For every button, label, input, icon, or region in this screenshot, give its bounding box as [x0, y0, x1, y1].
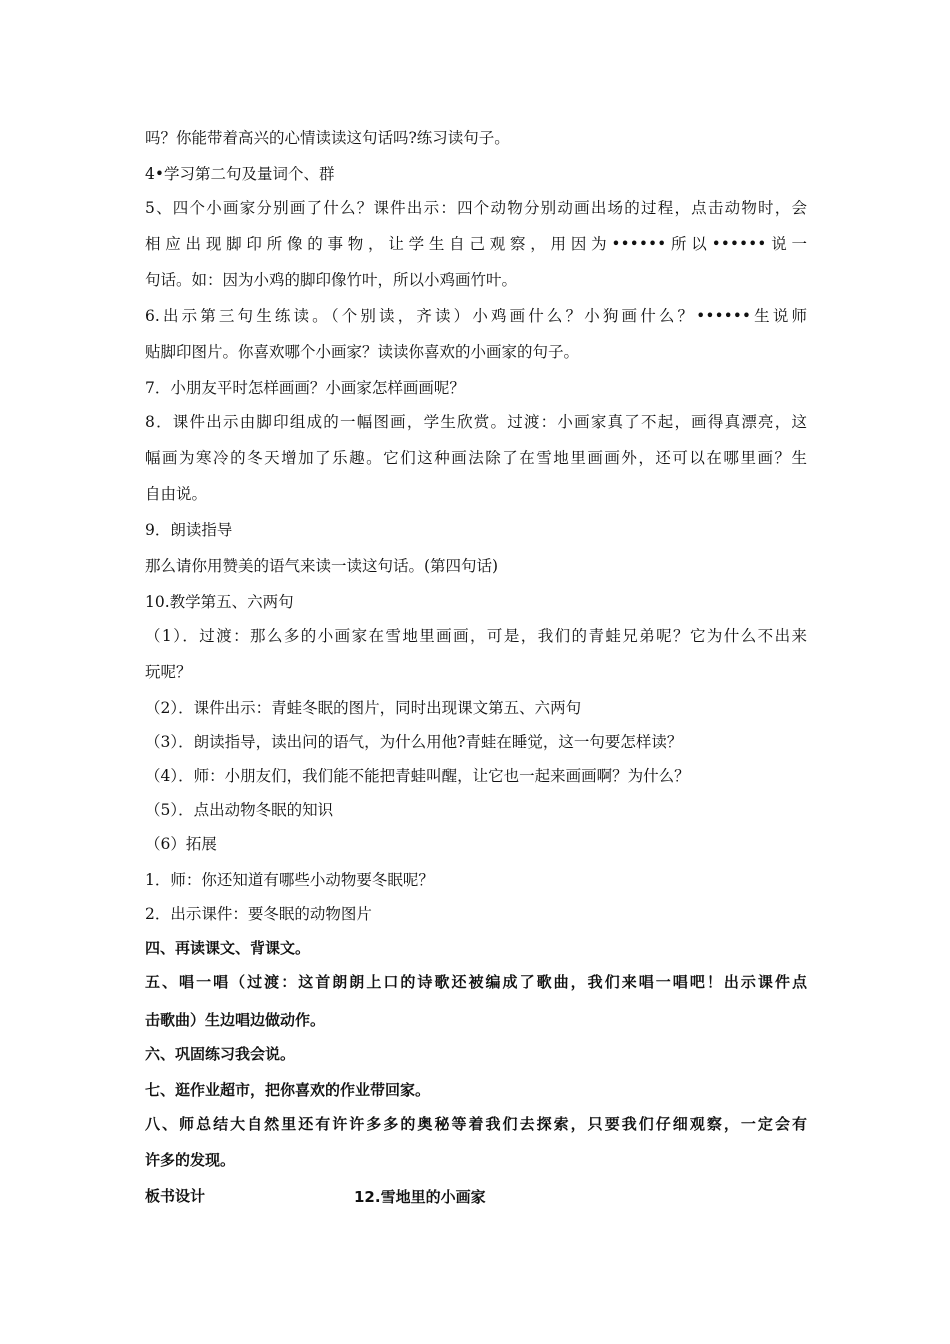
- section-heading: 击歌曲）生边唱边做动作。: [145, 1011, 326, 1029]
- board-design-title: 12.雪地里的小画家: [354, 1188, 486, 1206]
- paragraph-line: 句话。如：因为小鸡的脚印像竹叶，所以小鸡画竹叶。: [145, 271, 518, 289]
- paragraph-line: 10.教学第五、六两句: [145, 593, 294, 611]
- paragraph-line: （6）拓展: [145, 835, 217, 853]
- paragraph-line: 8．课件出示由脚印组成的一幅图画，学生欣赏。过渡：小画家真了不起，画得真漂亮，这: [145, 413, 807, 431]
- board-design-label: 板书设计: [145, 1187, 206, 1205]
- paragraph-line: （5）．点出动物冬眠的知识: [145, 801, 334, 819]
- paragraph-line: 4•学习第二句及量词个、群: [145, 165, 335, 183]
- paragraph-line: （4）．师：小朋友们，我们能不能把青蛙叫醒，让它也一起来画画啊？为什么？: [145, 767, 690, 785]
- paragraph-line: 玩呢？: [145, 663, 192, 681]
- paragraph-line: 那么请你用赞美的语气来读一读这句话。(第四句话): [145, 557, 499, 575]
- paragraph-line: 7．小朋友平时怎样画画？小画家怎样画画呢？: [145, 379, 465, 397]
- paragraph-line: 9．朗读指导: [145, 521, 233, 539]
- section-heading: 六、巩固练习我会说。: [145, 1045, 296, 1063]
- paragraph-line: 吗？你能带着高兴的心情读读这句话吗?练习读句子。: [145, 129, 510, 147]
- section-heading: 五、唱一唱（过渡：这首朗朗上口的诗歌还被编成了歌曲，我们来唱一唱吧！出示课件点: [145, 973, 807, 991]
- paragraph-line: 5、四个小画家分别画了什么？课件出示：四个动物分别动画出场的过程，点击动物时，会: [145, 199, 807, 217]
- section-heading: 许多的发现。: [145, 1151, 236, 1169]
- paragraph-line: （2）．课件出示：青蛙冬眠的图片，同时出现课文第五、六两句: [145, 699, 582, 717]
- paragraph-line: 贴脚印图片。你喜欢哪个小画家？读读你喜欢的小画家的句子。: [145, 343, 580, 361]
- section-heading: 七、逛作业超市，把你喜欢的作业带回家。: [145, 1081, 431, 1099]
- paragraph-line: （3）．朗读指导，读出问的语气，为什么用他?青蛙在睡觉，这一句要怎样读？: [145, 733, 683, 751]
- paragraph-line: 相应出现脚印所像的事物，让学生自己观察，用因为••••••所以••••••说一: [145, 235, 807, 253]
- paragraph-line: 幅画为寒冷的冬天增加了乐趣。它们这种画法除了在雪地里画画外，还可以在哪里画？生: [145, 449, 807, 467]
- paragraph-line: 2．出示课件：要冬眠的动物图片: [145, 905, 372, 923]
- section-heading: 八、师总结大自然里还有许许多多的奥秘等着我们去探索，只要我们仔细观察，一定会有: [145, 1115, 807, 1133]
- paragraph-line: 自由说。: [145, 485, 208, 503]
- paragraph-line: 6.出示第三句生练读。（个别读，齐读）小鸡画什么？小狗画什么？••••••生说师: [145, 307, 807, 325]
- paragraph-line: 1．师：你还知道有哪些小动物要冬眠呢？: [145, 871, 434, 889]
- section-heading: 四、再读课文、背课文。: [145, 939, 311, 957]
- paragraph-line: （1）．过渡：那么多的小画家在雪地里画画，可是，我们的青蛙兄弟呢？它为什么不出来: [145, 627, 807, 645]
